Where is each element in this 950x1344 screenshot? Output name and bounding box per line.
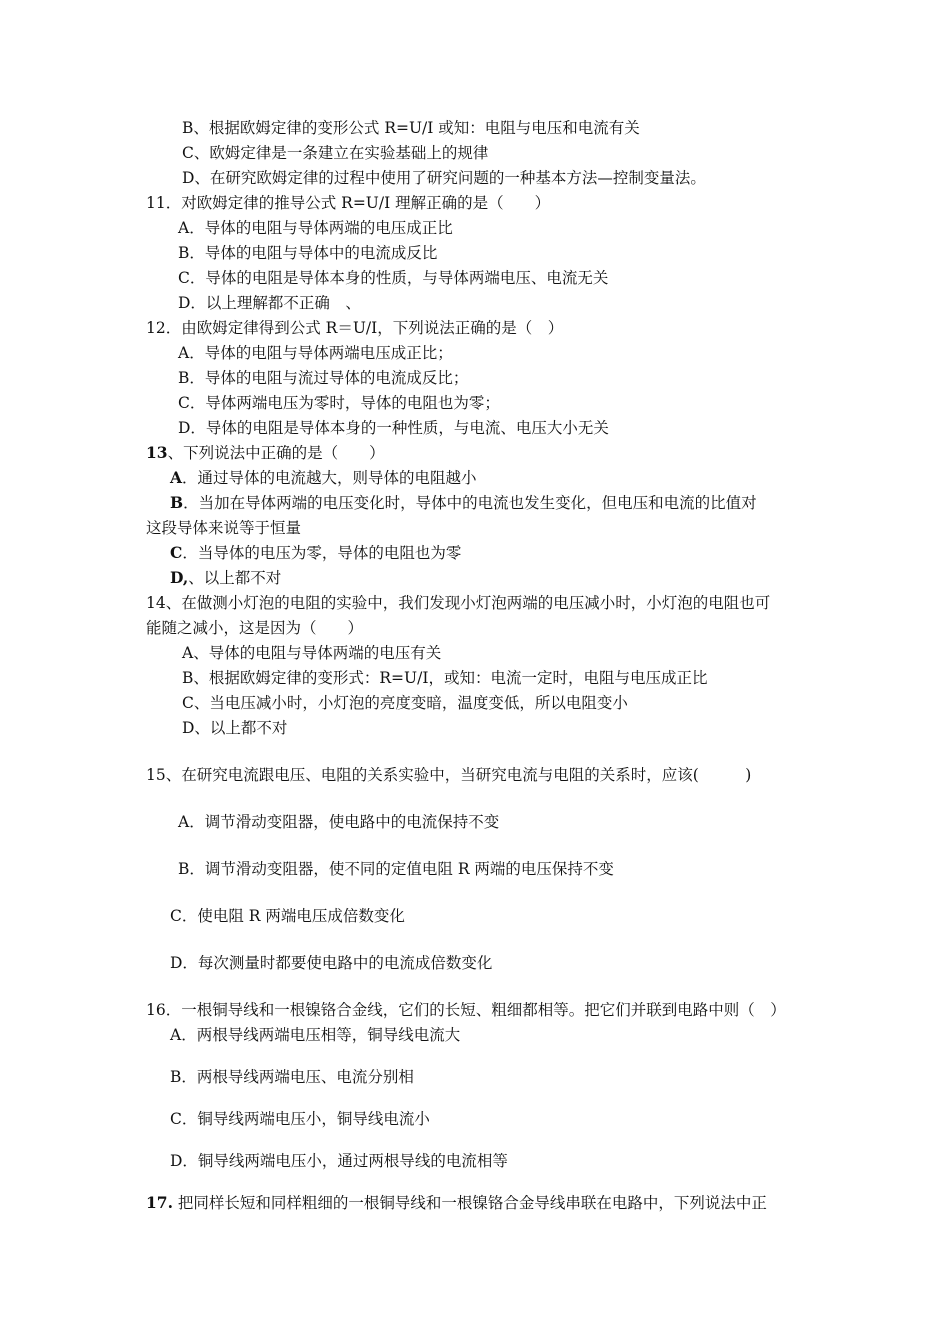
q13-option-a: A．通过导体的电流越大，则导体的电阻越小 (170, 468, 477, 487)
q16-option-b: B．两根导线两端电压、电流分别相 (170, 1068, 414, 1086)
q15-option-c: C．使电阻 R 两端电压成倍数变化 (170, 907, 405, 925)
q16-option-a: A．两根导线两端电压相等，铜导线电流大 (170, 1026, 461, 1044)
q16-stem: 16．一根铜导线和一根镍铬合金线，它们的长短、粗细都相等。把它们并联到电路中则（ ） (146, 1001, 786, 1019)
q10-option-c: C、欧姆定律是一条建立在实验基础上的规律 (182, 144, 489, 162)
q16-option-c: C．铜导线两端电压小，铜导线电流小 (170, 1110, 430, 1128)
q15-option-d: D．每次测量时都要使电路中的电流成倍数变化 (170, 954, 493, 972)
option-label: D, (170, 568, 189, 587)
option-label: C (170, 543, 183, 562)
q11-option-c: C．导体的电阻是导体本身的性质，与导体两端电压、电流无关 (178, 269, 609, 287)
q13-option-c: C．当导体的电压为零，导体的电阻也为零 (170, 543, 462, 562)
q11-option-a: A．导体的电阻与导体两端的电压成正比 (178, 219, 453, 237)
q13-number: 13 (146, 443, 168, 462)
q10-option-b: B、根据欧姆定律的变形公式 R=U/I 或知：电阻与电压和电流有关 (182, 119, 640, 137)
q17-stem: 17. 把同样长短和同样粗细的一根铜导线和一根镍铬合金导线串联在电路中，下列说法中正 (146, 1193, 767, 1212)
q13-option-b: B．当加在导体两端的电压变化时，导体中的电流也发生变化，但电压和电流的比值对 (170, 493, 757, 512)
q15-stem: 15、在研究电流跟电压、电阻的关系实验中，当研究电流与电阻的关系时，应该( ) (146, 766, 752, 784)
q13-option-b-continued: 这段导体来说等于恒量 (146, 519, 302, 537)
q15-option-a: A．调节滑动变阻器，使电路中的电流保持不变 (178, 813, 500, 831)
q12-stem: 12．由欧姆定律得到公式 R＝U/I，下列说法正确的是（ ） (146, 319, 564, 337)
q11-option-d: D．以上理解都不正确 、 (178, 294, 361, 312)
q11-stem: 11．对欧姆定律的推导公式 R=U/I 理解正确的是（ ） (146, 194, 551, 212)
q17-number: 17. (146, 1193, 173, 1212)
q14-option-a: A、导体的电阻与导体两端的电压有关 (182, 644, 442, 662)
q16-option-d: D．铜导线两端电压小，通过两根导线的电流相等 (170, 1152, 508, 1170)
q10-option-d: D、在研究欧姆定律的过程中使用了研究问题的一种基本方法—控制变量法。 (182, 169, 706, 187)
q12-option-a: A．导体的电阻与导体两端电压成正比； (178, 344, 453, 362)
q12-option-d: D．导体的电阻是导体本身的一种性质，与电流、电压大小无关 (178, 419, 609, 437)
q14-stem: 14、在做测小灯泡的电阻的实验中，我们发现小灯泡两端的电压减小时，小灯泡的电阻也可 (146, 594, 771, 612)
q14-stem-continued: 能随之减小，这是因为（ ） (146, 619, 364, 637)
option-label: A (170, 468, 183, 487)
q15-option-b: B．调节滑动变阻器，使不同的定值电阻 R 两端的电压保持不变 (178, 860, 614, 878)
q14-option-c: C、当电压减小时，小灯泡的亮度变暗，温度变低，所以电阻变小 (182, 694, 628, 712)
q14-option-b: B、根据欧姆定律的变形式：R=U/I，或知：电流一定时，电阻与电压成正比 (182, 669, 708, 687)
q14-option-d: D、以上都不对 (182, 719, 288, 737)
q13-stem: 13、下列说法中正确的是（ ） (146, 443, 385, 462)
q11-option-b: B．导体的电阻与导体中的电流成反比 (178, 244, 438, 262)
q13-option-d: D,、以上都不对 (170, 568, 282, 587)
option-label: B (170, 493, 184, 512)
q12-option-b: B．导体的电阻与流过导体的电流成反比； (178, 369, 469, 387)
q12-option-c: C．导体两端电压为零时，导体的电阻也为零； (178, 394, 500, 412)
